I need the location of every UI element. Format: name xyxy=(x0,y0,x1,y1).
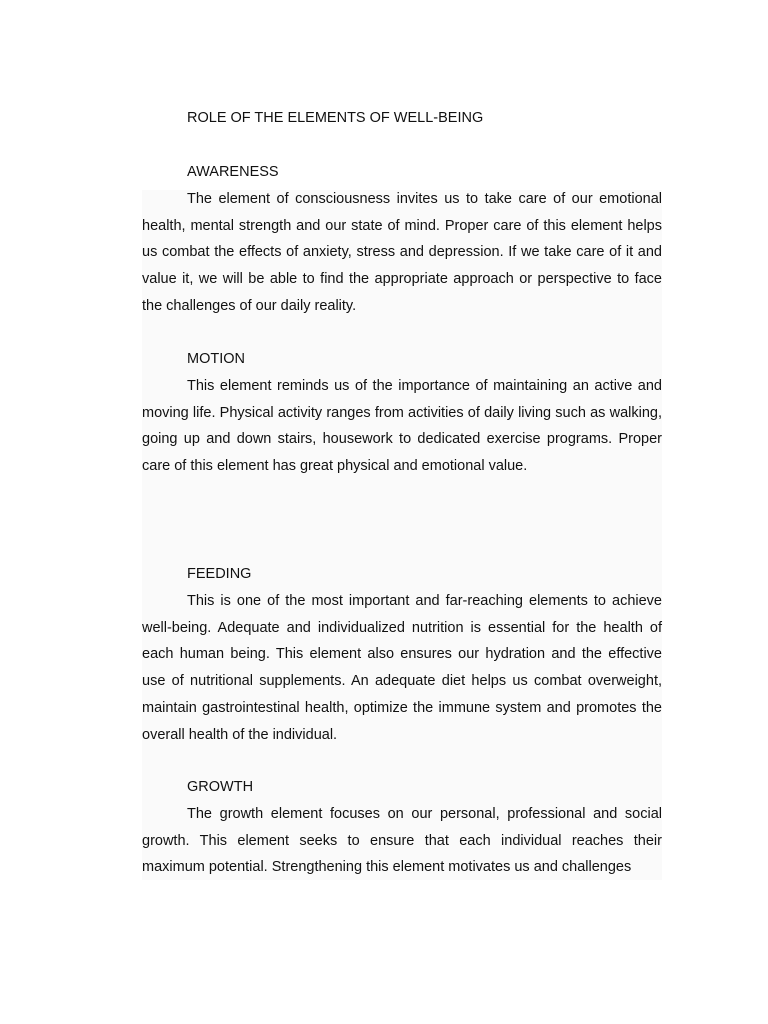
section-paragraph-feeding: This is one of the most important and far-reaching elements to achieve well-being. Adequate and individualized nutrition is essential for the health of each human being. This element also ensures our hydration and the effective use of nutritional supplements. An adequate diet helps us combat overweight, maintain gastrointestinal health, optimize the immune system and promotes the overall health of the individual. xyxy=(142,593,662,743)
section-heading-feeding: FEEDING xyxy=(187,566,252,582)
section-heading-motion: MOTION xyxy=(187,351,245,367)
section-paragraph-awareness: The element of consciousness invites us to take care of our emotional health, mental strength and our state of mind. Proper care of this element helps us combat the effects of anxiety, stress and depression. If we take care of it and value it, we will be able to find the appropriate approach or perspective to face the challenges of our daily reality. xyxy=(142,191,662,314)
section-paragraph-growth: The growth element focuses on our personal, professional and social growth. This element seeks to ensure that each individual reaches their maximum potential. Strengthening this element motivates us and challenges xyxy=(142,806,662,876)
section-heading-growth: GROWTH xyxy=(187,779,254,795)
section-paragraph-motion: This element reminds us of the importance of maintaining an active and moving life. Physical activity ranges from activities of daily living such as walking, going up and down stairs, housework to dedicated exercise programs. Proper care of this element has great physical and emotional value. xyxy=(142,378,662,475)
section-heading-awareness: AWARENESS xyxy=(187,164,279,180)
document-title: ROLE OF THE ELEMENTS OF WELL-BEING xyxy=(187,110,484,126)
